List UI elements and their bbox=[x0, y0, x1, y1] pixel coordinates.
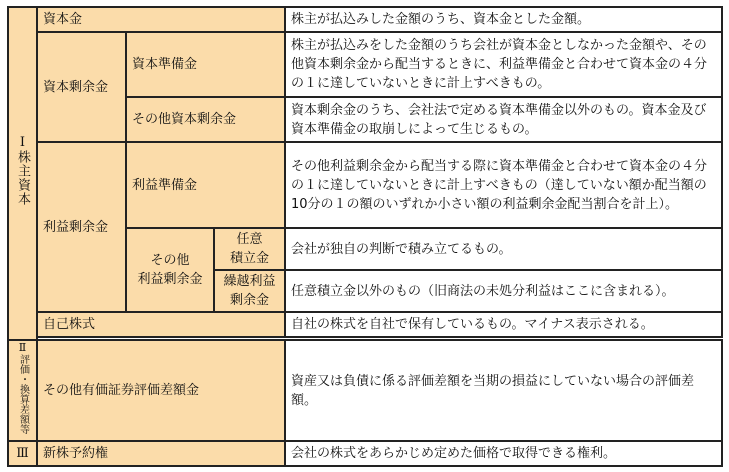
equity-classification-table bbox=[7, 6, 723, 467]
rieki-junbikin-label: 利益準備金 bbox=[126, 142, 285, 228]
nini-tsumitatekin-label: 任意 積立金 bbox=[214, 228, 285, 270]
shihonkin-label: 資本金 bbox=[37, 7, 285, 32]
shinkabu-yoyakuken-desc: 会社の株式をあらかじめ定めた価格で取得できる権利。 bbox=[285, 441, 722, 466]
shihonkin-desc: 株主が払込みした金額のうち、資本金とした金額。 bbox=[285, 7, 722, 32]
sonota-shihon-desc: 資本剰余金のうち、会社法で定める資本準備金以外のもの。資本金及び資本準備金の取崩しによって生じるもの。 bbox=[285, 97, 722, 142]
shihon-jouyokin-label: 資本剰余金 bbox=[37, 32, 126, 142]
section-2-label: 評価・換算差額等 bbox=[17, 354, 29, 434]
section-3-numeral: Ⅲ bbox=[16, 446, 29, 461]
shihon-junbikin-label: 資本準備金 bbox=[126, 32, 285, 97]
kurikoshi-rieki-desc: 任意積立金以外のもの（旧商法の未処分利益はここに含まれる）。 bbox=[285, 270, 722, 312]
section-3-header bbox=[8, 441, 37, 466]
row-shihon-junbikin bbox=[8, 32, 722, 97]
shihon-junbikin-desc: 株主が払込みをした金額のうち会社が資本金としなかった金額や、その他資本剰余金から配当するときに、利益準備金と合わせて資本金の４分の１に達していないときに計上すべきもの。 bbox=[285, 32, 722, 97]
rieki-jouyokin-label: 利益剰余金 bbox=[37, 142, 126, 312]
row-sonota-yuka bbox=[8, 340, 722, 441]
sonota-shihon-label: その他資本剰余金 bbox=[126, 97, 285, 142]
section-2-numeral: Ⅱ bbox=[18, 341, 27, 354]
jiko-kabushiki-label: 自己株式 bbox=[37, 312, 285, 337]
row-shinkabu-yoyakuken bbox=[8, 441, 722, 466]
row-rieki-junbikin bbox=[8, 142, 722, 228]
nini-tsumitatekin-desc: 会社が独自の判断で積み立てるもの。 bbox=[285, 228, 722, 270]
section-1-label: 株主資本 bbox=[15, 150, 30, 206]
kurikoshi-rieki-label: 繰越利益 剰余金 bbox=[214, 270, 285, 312]
section-2-header bbox=[8, 340, 37, 441]
sonota-yuka-desc: 資産又は負債に係る評価差額を当期の損益にしていない場合の評価差額。 bbox=[285, 340, 722, 441]
jiko-kabushiki-desc: 自社の株式を自社で保有しているもの。マイナス表示される。 bbox=[285, 312, 722, 337]
rieki-junbikin-desc: その他利益剰余金から配当する際に資本準備金と合わせて資本金の４分の１に達していないときに計上すべきもの（達していない額か配当額の10分の１の額のいずれか小さい額の利益剰余金配当割合を計上）。 bbox=[285, 142, 722, 228]
sonota-rieki-label: その他 利益剰余金 bbox=[126, 228, 214, 312]
shinkabu-yoyakuken-label: 新株予約権 bbox=[37, 441, 285, 466]
row-shihonkin bbox=[8, 7, 722, 32]
section-1-header bbox=[8, 7, 37, 340]
sonota-yuka-label: その他有価証券評価差額金 bbox=[37, 340, 285, 441]
section-1-numeral: Ⅰ bbox=[19, 135, 26, 150]
row-jiko-kabushiki bbox=[8, 312, 722, 337]
